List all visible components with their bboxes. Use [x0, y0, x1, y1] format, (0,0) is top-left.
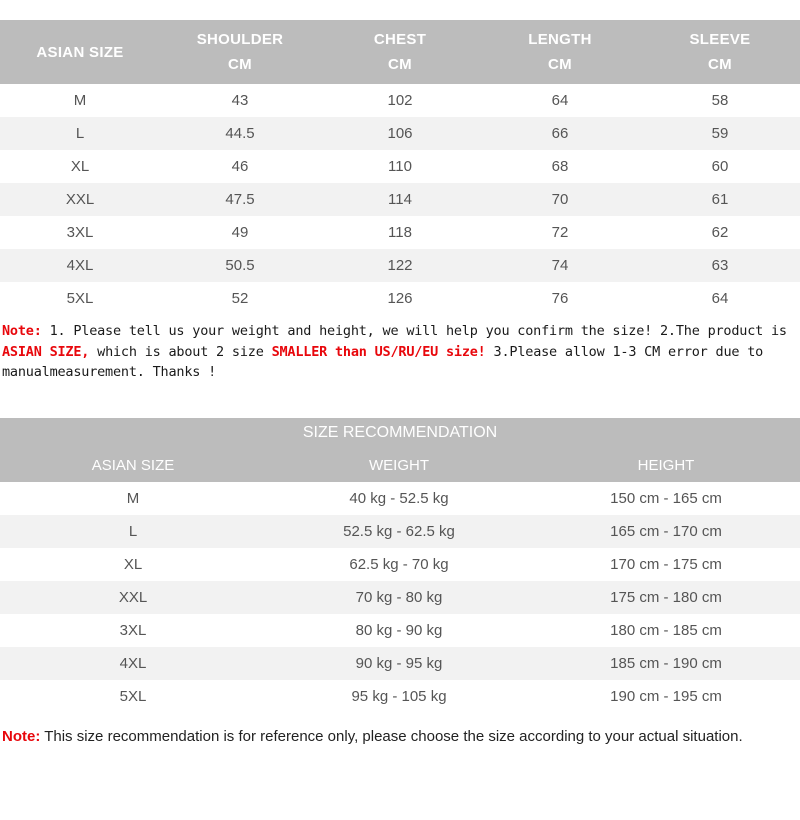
cell-sleeve: 60	[640, 150, 800, 183]
column-header-shoulder	[160, 20, 320, 84]
column-header-asian-size: ASIAN SIZE	[0, 449, 266, 482]
note-top-asian-size-emphasis: ASIAN SIZE,	[2, 343, 90, 360]
table-row	[0, 581, 800, 614]
table-row	[0, 216, 800, 249]
cell-size: M	[0, 482, 266, 515]
cell-shoulder: 49	[160, 216, 320, 249]
cell-sleeve: 61	[640, 183, 800, 216]
note-top-segment-5: 3.Please allow 1-3 CM error due to manualmeasurement. Thanks !	[2, 343, 764, 381]
cell-size: 4XL	[0, 249, 160, 282]
column-header-chest	[320, 20, 480, 84]
note-bottom-label: Note:	[2, 727, 41, 745]
table-row	[0, 647, 800, 680]
size-chart-page	[0, 20, 800, 820]
cell-size: XXL	[0, 581, 266, 614]
column-header-shoulder-label: SHOULDER	[196, 30, 284, 48]
cell-height: 185 cm - 190 cm	[532, 647, 800, 680]
cell-chest: 102	[320, 84, 480, 117]
cell-shoulder: 44.5	[160, 117, 320, 150]
column-header-asian-size	[0, 20, 160, 84]
cell-shoulder: 46	[160, 150, 320, 183]
column-header-chest-unit: CM	[388, 56, 412, 73]
cell-weight: 90 kg - 95 kg	[266, 647, 532, 680]
column-header-sleeve-label: SLEEVE	[689, 30, 751, 48]
cell-chest: 126	[320, 282, 480, 315]
cell-height: 175 cm - 180 cm	[532, 581, 800, 614]
size-recommendation-table	[0, 418, 800, 713]
recommendation-table-body	[0, 482, 800, 713]
column-header-shoulder-unit: CM	[228, 56, 252, 73]
cell-height: 165 cm - 170 cm	[532, 515, 800, 548]
cell-chest: 106	[320, 117, 480, 150]
cell-shoulder: 43	[160, 84, 320, 117]
cell-length: 72	[480, 216, 640, 249]
column-header-sleeve-unit: CM	[708, 56, 732, 73]
cell-length: 68	[480, 150, 640, 183]
table-row	[0, 282, 800, 315]
note-top-segment-1: 1. Please tell us your weight and height, we will help you confirm the size! 2.The product is	[41, 323, 787, 339]
cell-size: 4XL	[0, 647, 266, 680]
cell-weight: 95 kg - 105 kg	[266, 680, 532, 713]
cell-weight: 52.5 kg - 62.5 kg	[266, 515, 532, 548]
table-row	[0, 183, 800, 216]
cell-length: 64	[480, 84, 640, 117]
note-top-label: Note:	[2, 323, 42, 339]
size-note-bottom	[0, 725, 800, 749]
cell-size: XXL	[0, 183, 160, 216]
cell-size: 3XL	[0, 614, 266, 647]
cell-height: 180 cm - 185 cm	[532, 614, 800, 647]
cell-shoulder: 52	[160, 282, 320, 315]
cell-sleeve: 59	[640, 117, 800, 150]
table-row	[0, 515, 800, 548]
cell-height: 170 cm - 175 cm	[532, 548, 800, 581]
cell-sleeve: 58	[640, 84, 800, 117]
cell-height: 190 cm - 195 cm	[532, 680, 800, 713]
recommendation-header-row	[0, 449, 800, 482]
size-table-body	[0, 84, 800, 315]
table-row	[0, 249, 800, 282]
table-row	[0, 548, 800, 581]
recommendation-title: SIZE RECOMMENDATION	[0, 418, 800, 449]
cell-chest: 110	[320, 150, 480, 183]
cell-weight: 70 kg - 80 kg	[266, 581, 532, 614]
cell-weight: 80 kg - 90 kg	[266, 614, 532, 647]
cell-length: 76	[480, 282, 640, 315]
table-row	[0, 117, 800, 150]
cell-weight: 62.5 kg - 70 kg	[266, 548, 532, 581]
note-top-segment-3: which is about 2 size	[89, 343, 272, 360]
cell-length: 70	[480, 183, 640, 216]
cell-shoulder: 50.5	[160, 249, 320, 282]
table-row	[0, 614, 800, 647]
cell-sleeve: 64	[640, 282, 800, 315]
cell-length: 74	[480, 249, 640, 282]
cell-shoulder: 47.5	[160, 183, 320, 216]
cell-sleeve: 62	[640, 216, 800, 249]
column-header-weight: WEIGHT	[266, 449, 532, 482]
column-header-length-label: LENGTH	[528, 30, 592, 48]
cell-size: XL	[0, 150, 160, 183]
cell-size: 3XL	[0, 216, 160, 249]
column-header-sleeve	[640, 20, 800, 84]
cell-height: 150 cm - 165 cm	[532, 482, 800, 515]
cell-size: L	[0, 117, 160, 150]
column-header-asian-size-label: ASIAN SIZE	[36, 43, 124, 61]
table-row	[0, 84, 800, 117]
column-header-height: HEIGHT	[532, 449, 800, 482]
cell-size: XL	[0, 548, 266, 581]
note-bottom-text: This size recommendation is for reference only, please choose the size according to your actual situation.	[40, 727, 743, 745]
column-header-length	[480, 20, 640, 84]
size-table-head	[0, 20, 800, 84]
cell-chest: 118	[320, 216, 480, 249]
cell-weight: 40 kg - 52.5 kg	[266, 482, 532, 515]
recommendation-title-row	[0, 418, 800, 449]
table-row	[0, 680, 800, 713]
cell-sleeve: 63	[640, 249, 800, 282]
size-note-top	[0, 321, 800, 383]
cell-chest: 122	[320, 249, 480, 282]
table-row	[0, 482, 800, 515]
note-top-smaller-emphasis: SMALLER than US/RU/EU size!	[271, 343, 486, 360]
cell-size: M	[0, 84, 160, 117]
size-measurement-table	[0, 20, 800, 315]
cell-size: L	[0, 515, 266, 548]
table-row	[0, 150, 800, 183]
cell-length: 66	[480, 117, 640, 150]
cell-size: 5XL	[0, 282, 160, 315]
recommendation-table-head	[0, 418, 800, 482]
size-table-header-row	[0, 20, 800, 84]
cell-chest: 114	[320, 183, 480, 216]
column-header-length-unit: CM	[548, 56, 572, 73]
cell-size: 5XL	[0, 680, 266, 713]
column-header-chest-label: CHEST	[373, 30, 427, 48]
